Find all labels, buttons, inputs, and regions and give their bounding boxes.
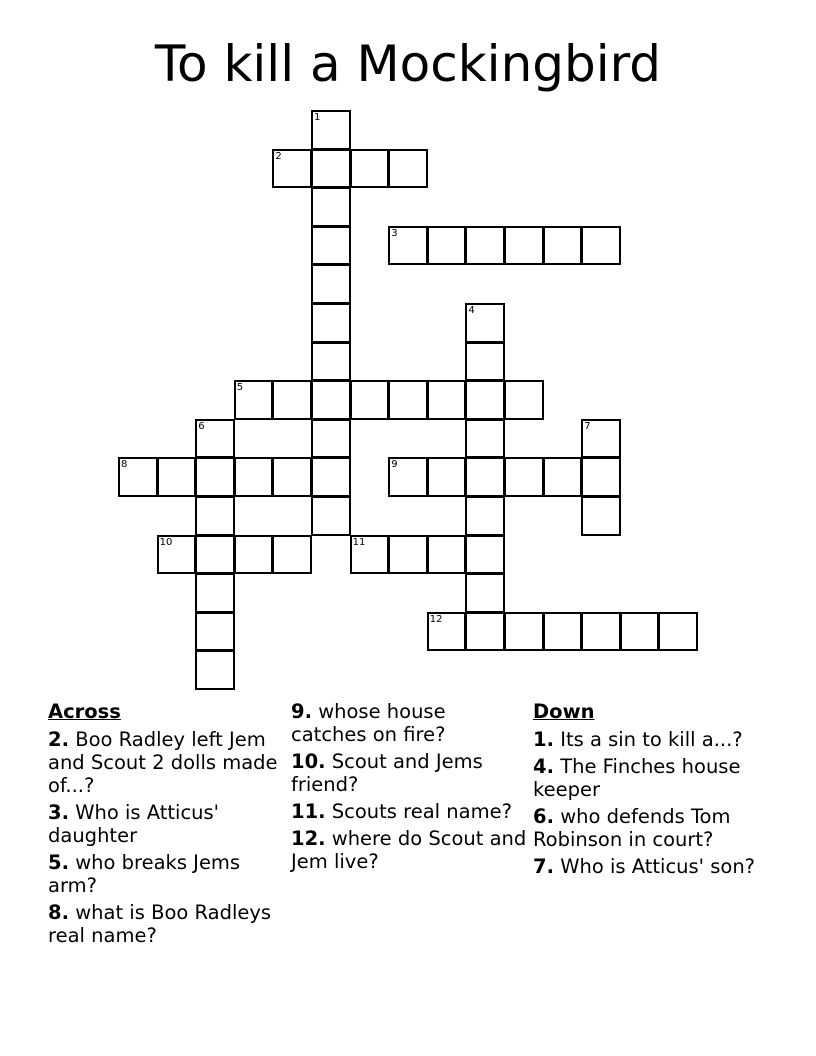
clue-number: 5. — [48, 851, 69, 874]
across-clue-12 — [291, 827, 527, 873]
cell-number: 5 — [236, 382, 244, 394]
clue-number: 12. — [291, 827, 326, 850]
crossword-cell[interactable] — [311, 342, 351, 382]
crossword-cell[interactable] — [311, 264, 351, 304]
crossword-cell[interactable] — [427, 380, 467, 420]
clue-text: Scouts real name? — [331, 800, 512, 823]
crossword-cell[interactable] — [465, 573, 505, 613]
crossword-cell[interactable] — [620, 612, 660, 652]
across-clue-9 — [291, 700, 527, 746]
clue-number: 6. — [533, 805, 554, 828]
crossword-cell[interactable] — [157, 457, 197, 497]
cell-number: 4 — [468, 305, 475, 316]
crossword-cell[interactable] — [658, 612, 698, 652]
crossword-cell[interactable] — [581, 612, 621, 652]
crossword-cell[interactable] — [311, 303, 351, 343]
cell-number: 9 — [391, 459, 398, 471]
cell-number: 10 — [159, 536, 173, 548]
crossword-cell[interactable] — [311, 380, 351, 420]
crossword-cell[interactable] — [388, 226, 428, 266]
crossword-cell[interactable] — [195, 535, 235, 575]
clue-text: Who is Atticus' son? — [560, 855, 756, 878]
clue-text: Its a sin to kill a...? — [560, 728, 743, 751]
down-clue-6 — [533, 805, 769, 851]
crossword-cell[interactable] — [465, 612, 505, 652]
across-clues-continued-column — [291, 700, 527, 877]
crossword-cell[interactable] — [465, 380, 505, 420]
puzzle-title: To kill a Mockingbird — [154, 35, 662, 93]
crossword-cell[interactable] — [465, 226, 505, 266]
crossword-cell[interactable] — [195, 650, 235, 690]
clue-text: Who is Atticus' daughter — [48, 801, 220, 847]
clue-number: 1. — [533, 728, 554, 751]
cell-number: 2 — [275, 150, 282, 162]
crossword-cell[interactable] — [465, 535, 505, 575]
cell-number: 12 — [429, 613, 443, 625]
crossword-cell[interactable] — [311, 149, 351, 189]
across-clue-10 — [291, 750, 527, 796]
crossword-cell[interactable] — [350, 535, 390, 575]
clue-text: who breaks Jems arm? — [48, 851, 241, 897]
clue-number: 9. — [291, 700, 312, 723]
across-clue-3 — [48, 801, 284, 847]
clue-text: what is Boo Radleys real name? — [48, 901, 272, 947]
crossword-cell[interactable] — [272, 457, 312, 497]
crossword-cell[interactable] — [465, 419, 505, 459]
crossword-cell[interactable] — [581, 457, 621, 497]
clue-text: where do Scout and Jem live? — [291, 827, 527, 873]
clue-number: 3. — [48, 801, 69, 824]
crossword-cell[interactable] — [427, 457, 467, 497]
down-clue-4 — [533, 755, 769, 801]
crossword-cell[interactable] — [311, 226, 351, 266]
clue-text: Scout and Jems friend? — [291, 750, 483, 796]
crossword-cell[interactable] — [195, 457, 235, 497]
crossword-cell[interactable] — [311, 496, 351, 536]
clue-number: 7. — [533, 855, 554, 878]
crossword-cell[interactable] — [234, 380, 274, 420]
crossword-cell[interactable] — [465, 303, 505, 343]
crossword-cell[interactable] — [427, 226, 467, 266]
cell-number: 3 — [391, 227, 398, 239]
crossword-cell[interactable] — [311, 110, 351, 150]
across-clue-2 — [48, 728, 284, 797]
crossword-cell[interactable] — [195, 496, 235, 536]
clue-number: 2. — [48, 728, 69, 751]
crossword-cell[interactable] — [234, 457, 274, 497]
clue-text: The Finches house keeper — [533, 755, 741, 801]
crossword-cell[interactable] — [427, 535, 467, 575]
crossword-cell[interactable] — [543, 612, 583, 652]
cell-number: 11 — [352, 536, 366, 548]
crossword-cell[interactable] — [350, 149, 390, 189]
crossword-cell[interactable] — [388, 149, 428, 189]
crossword-cell[interactable] — [543, 457, 583, 497]
across-heading: Across — [48, 700, 121, 723]
crossword-cell[interactable] — [543, 226, 583, 266]
crossword-cell[interactable] — [504, 380, 544, 420]
cell-number: 8 — [121, 459, 128, 471]
across-clue-8 — [48, 901, 284, 947]
crossword-cell[interactable] — [465, 457, 505, 497]
crossword-cell[interactable] — [311, 187, 351, 227]
crossword-cell[interactable] — [195, 612, 235, 652]
clue-number: 10. — [291, 750, 326, 773]
crossword-cell[interactable] — [465, 342, 505, 382]
crossword-cell[interactable] — [388, 380, 428, 420]
crossword-cell[interactable] — [157, 535, 197, 575]
clue-number: 8. — [48, 901, 69, 924]
cell-number: 6 — [198, 420, 205, 432]
crossword-cell[interactable] — [118, 457, 158, 497]
crossword-cell[interactable] — [272, 149, 312, 189]
crossword-cell[interactable] — [272, 535, 312, 575]
crossword-cell[interactable] — [427, 612, 467, 652]
clue-number: 11. — [291, 800, 326, 823]
crossword-cell[interactable] — [504, 612, 544, 652]
crossword-cell[interactable] — [195, 573, 235, 613]
crossword-cell[interactable] — [581, 419, 621, 459]
crossword-cell[interactable] — [388, 535, 428, 575]
crossword-cell[interactable] — [581, 496, 621, 536]
crossword-cell[interactable] — [272, 380, 312, 420]
down-heading: Down — [533, 700, 595, 723]
crossword-cell[interactable] — [504, 457, 544, 497]
crossword-cell[interactable] — [388, 457, 428, 497]
crossword-cell[interactable] — [311, 457, 351, 497]
across-clue-11 — [291, 800, 527, 823]
crossword-cell[interactable] — [504, 226, 544, 266]
crossword-cell[interactable] — [234, 535, 274, 575]
clue-text: who defends Tom Robinson in court? — [533, 805, 731, 851]
cell-number: 7 — [584, 420, 591, 432]
down-clue-1 — [533, 728, 769, 751]
crossword-cell[interactable] — [350, 380, 390, 420]
down-clue-7 — [533, 855, 769, 878]
across-clue-5 — [48, 851, 284, 897]
clue-number: 4. — [533, 755, 554, 778]
down-clues-column — [533, 700, 769, 882]
crossword-cell[interactable] — [581, 226, 621, 266]
cell-number: 1 — [314, 112, 321, 123]
across-clues-column — [48, 700, 284, 951]
clue-text: Boo Radley left Jem and Scout 2 dolls made of...? — [48, 728, 278, 797]
crossword-cell[interactable] — [195, 419, 235, 459]
clue-text: whose house catches on fire? — [291, 700, 446, 746]
crossword-cell[interactable] — [465, 496, 505, 536]
crossword-cell[interactable] — [311, 419, 351, 459]
